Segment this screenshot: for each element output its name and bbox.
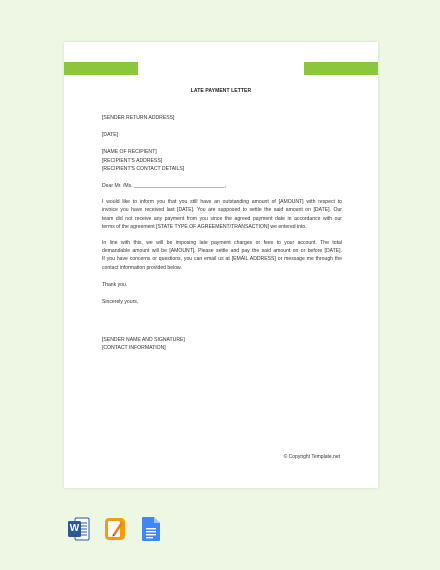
paragraph-2-line: In line with this, we will be imposing late payment charges or fees to your account. The total <box>102 240 342 247</box>
app-icons <box>68 516 162 542</box>
closing: Sincerely yours, <box>102 299 139 306</box>
word-icon[interactable] <box>68 516 90 542</box>
letter-body <box>102 114 342 353</box>
sender-address: [SENDER RETURN ADDRESS] <box>102 115 175 121</box>
letter-date: [DATE] <box>102 132 119 139</box>
paragraph-2-line: contact information provided below. <box>102 264 182 271</box>
paragraph-1-line: invoice you have received last [DATE]. You are supposed to settle the said amount on [DATE]. Our <box>102 207 342 214</box>
letter-title: LATE PAYMENT LETTER <box>190 88 252 94</box>
accent-bar-right <box>304 62 378 75</box>
paragraph-1-line: team did not receive any payment from you since the agreed payment date in accordance with our <box>102 215 342 222</box>
thank-you: Thank you. <box>102 281 128 288</box>
paragraph-1-line: terms of the agreement [STATE TYPE OF AGREEMENT/TRANSACTION] we entered into. <box>102 223 307 230</box>
contact-information: [CONTACT INFORMATION] <box>102 345 166 352</box>
salutation: Dear Mr. /Ms. ________________________________, <box>102 183 227 190</box>
recipient-contact: [RECIPIENT'S CONTACT DETAILS] <box>102 165 185 172</box>
recipient-address: [RECIPIENT'S ADDRESS] <box>102 157 163 164</box>
paragraph-2-line: If you have concerns or questions, you can email us at [EMAIL ADDRESS] or message me through the <box>102 256 342 263</box>
accent-bar-left <box>64 62 138 75</box>
word-icon-letter: W <box>69 523 80 534</box>
pages-icon[interactable] <box>104 516 126 542</box>
recipient-name: [NAME OF RECIPIENT] <box>102 149 157 156</box>
paragraph-2-line: demandable amount will be [AMOUNT]. Please settle and pay the said amount on or before [DATE]. <box>102 248 342 255</box>
sender-signature: [SENDER NAME AND SIGNATURE] <box>102 337 185 344</box>
paragraph-1-line: I would like to inform you that you still have an outstanding amount of [AMOUNT] with respect to <box>102 199 342 206</box>
google-docs-icon[interactable] <box>140 516 162 542</box>
copyright-notice: © Copyright Template.net <box>283 454 340 460</box>
letter-page <box>64 42 378 488</box>
